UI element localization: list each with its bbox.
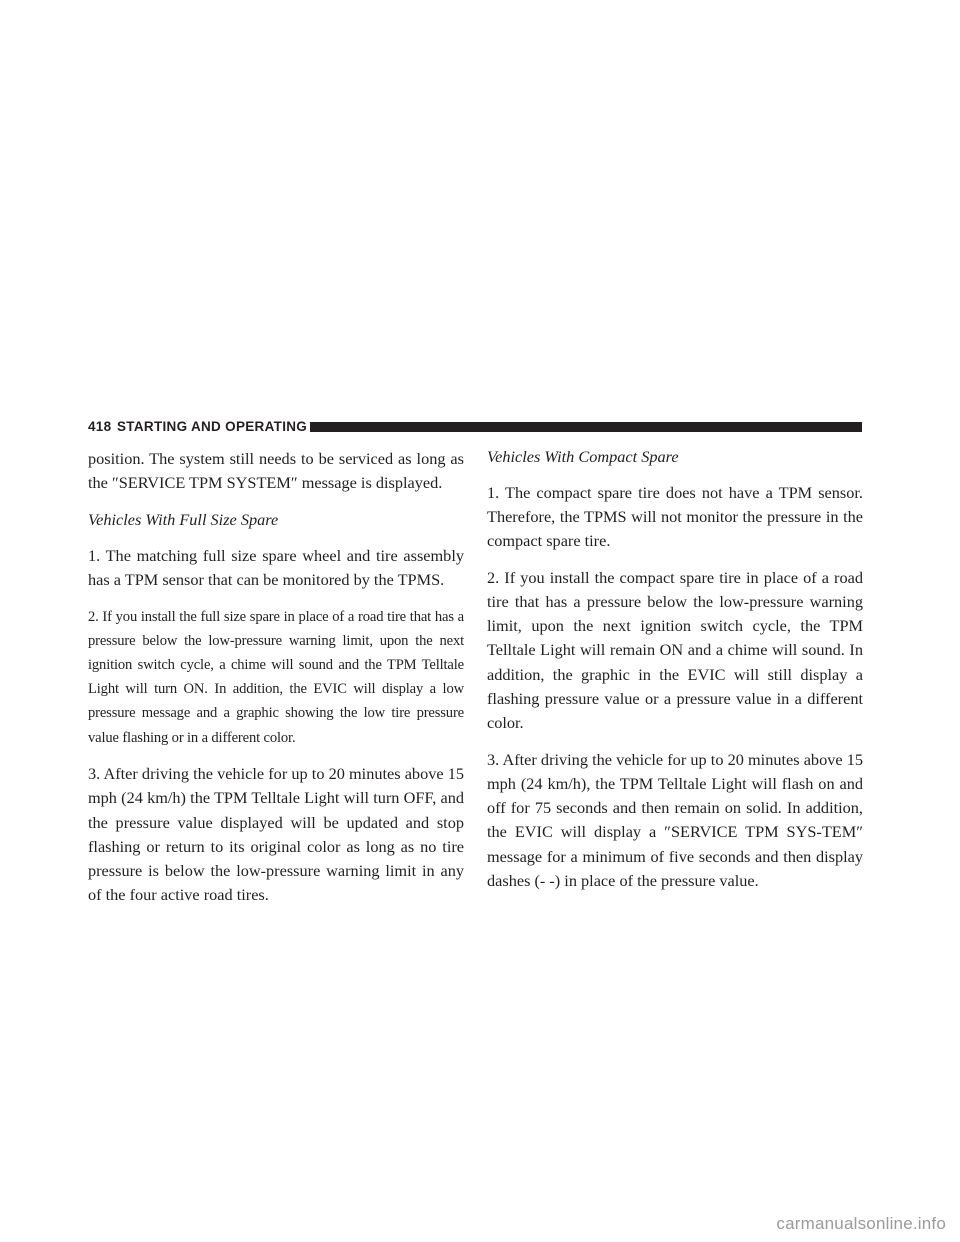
page-header (88, 419, 862, 435)
compact-step-2: 2. If you install the compact spare tire in place of a road tire that has a pressure below the low-pressure warning limit, upon the next ignition switch cycle, the TPM Telltale Light will remain ON and a chime will sound. In addition, the graphic in the EVIC will still display a flashing pressure value or a pressure value in a different color. (487, 567, 863, 733)
watermark-link[interactable]: carmanualsonline.info (776, 1214, 946, 1233)
compact-spare-heading: Vehicles With Compact Spare (487, 447, 679, 466)
section-title: STARTING AND OPERATING (117, 419, 308, 434)
full-size-step-1: 1. The matching full size spare wheel and tire assembly has a TPM sensor that can be monitored by the TPMS. (88, 545, 464, 589)
right-column (487, 445, 863, 905)
compact-step-1: 1. The compact spare tire does not have a TPM sensor. Therefore, the TPMS will not monitor the pressure in the compact spare tire. (487, 482, 863, 551)
header-rule (310, 422, 862, 432)
compact-step-3: 3. After driving the vehicle for up to 20 minutes above 15 mph (24 km/h), the TPM Telltale Light will flash on and off for 75 seconds and then remain on solid. In addition, the EVIC will display a ″SERVICE TPM SYS-TEM″ message for a minimum of five seconds and then display dashes (- -) in place of the pressure value. (487, 749, 863, 890)
full-size-step-2: 2. If you install the full size spare in place of a road tire that has a pressure below the low-pressure warning limit, upon the next ignition switch cycle, a chime will sound and the TPM Telltale Light will turn ON. In addition, the EVIC will display a low pressure message and a graphic showing the low tire pressure value flashing or in a different color. (88, 608, 464, 746)
left-column (88, 447, 464, 920)
full-size-spare-heading: Vehicles With Full Size Spare (88, 509, 279, 529)
intro-paragraph: position. The system still needs to be serviced as long as the ″SERVICE TPM SYSTEM″ message is displayed. (88, 449, 464, 493)
page-number: 418 (88, 419, 112, 434)
full-size-step-3: 3. After driving the vehicle for up to 20 minutes above 15 mph (24 km/h) the TPM Telltale Light will turn OFF, and the pressure value displayed will be updated and stop flashing or return to its original color as long as no tire pressure is below the low-pressure warning limit in any of the four active road tires. (88, 764, 464, 905)
